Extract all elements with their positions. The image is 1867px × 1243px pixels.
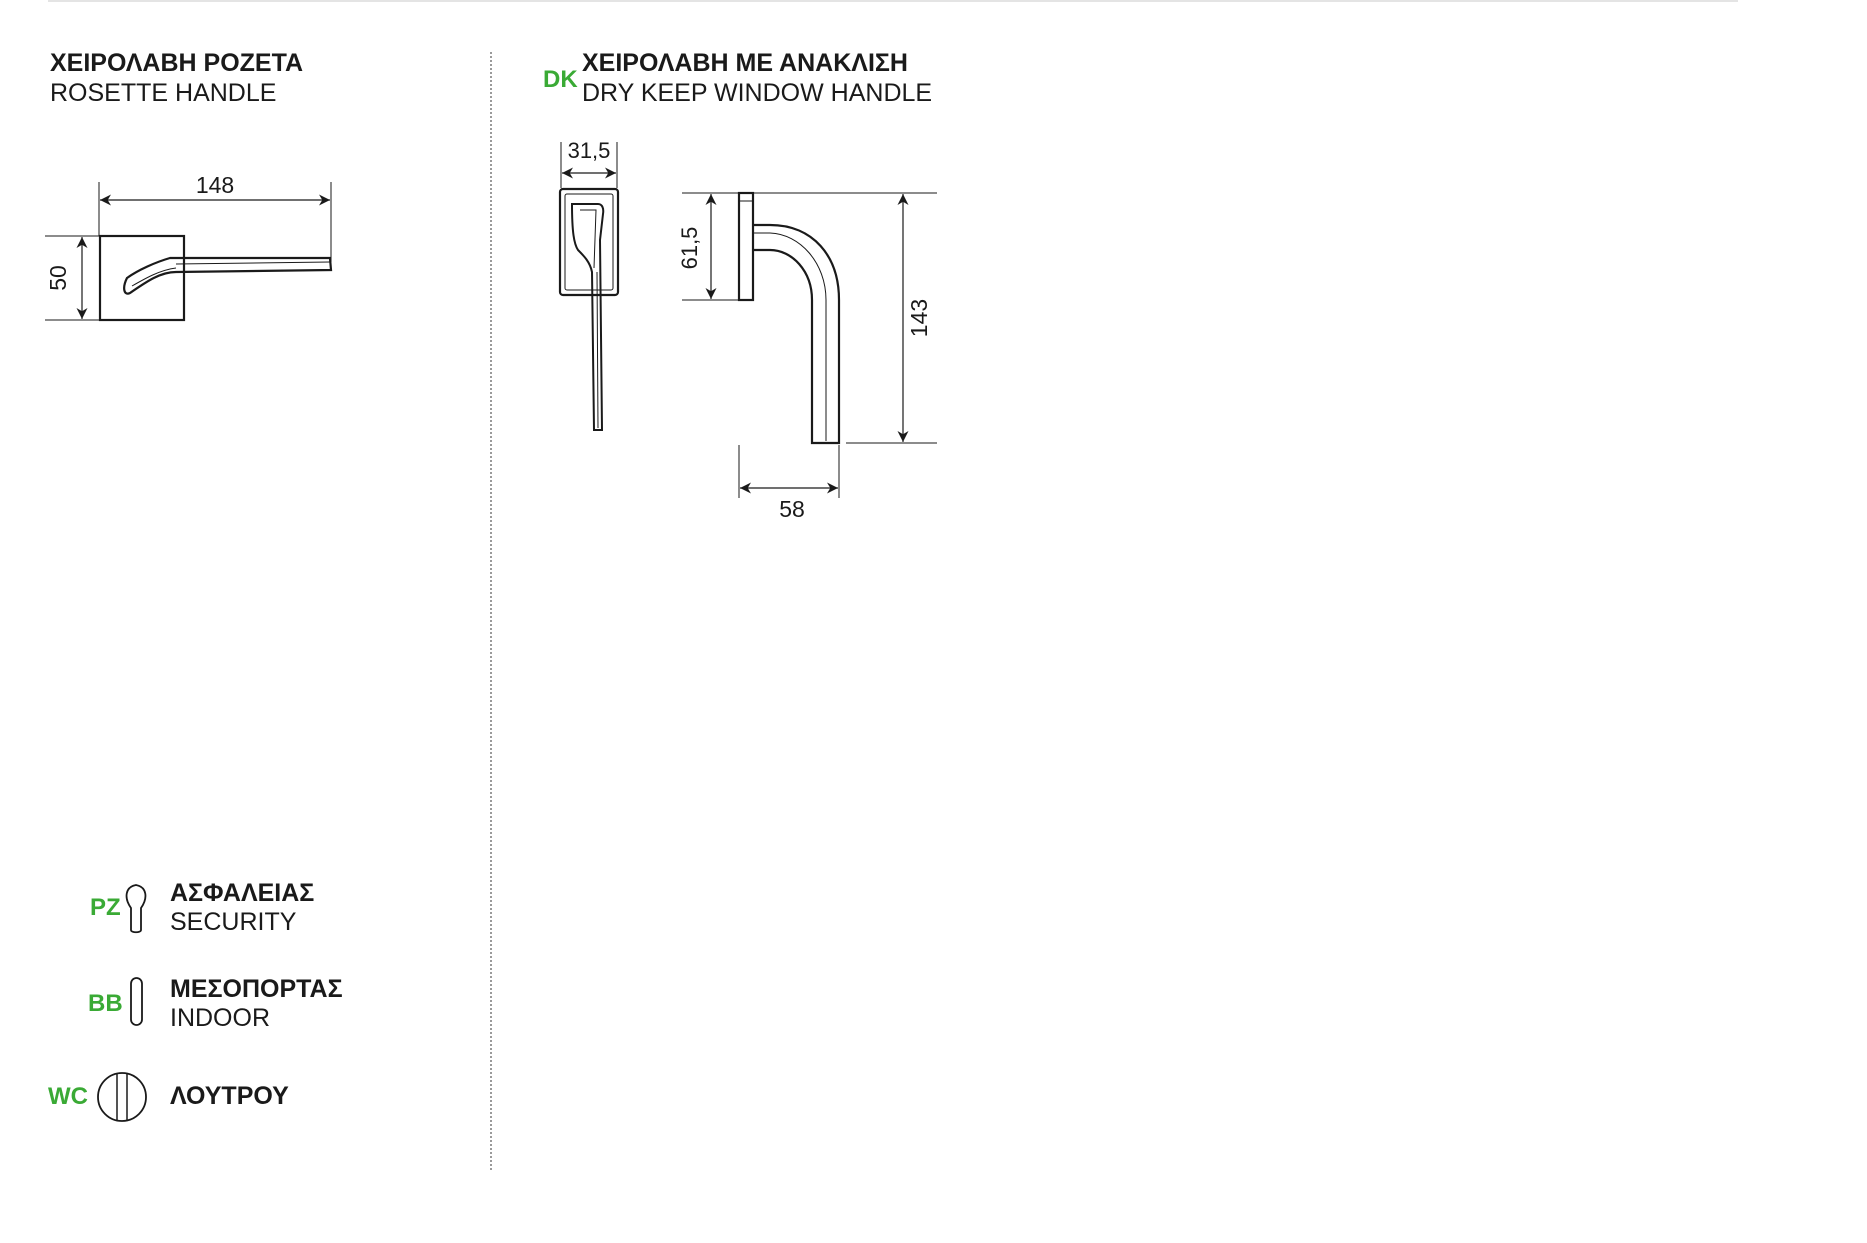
window-handle-side-view — [677, 193, 937, 522]
dim-label-width: 148 — [195, 172, 235, 198]
window-code: DK — [543, 66, 578, 93]
dim-label-rose-width: 31,5 — [567, 138, 611, 163]
window-title-gr: ΧΕΙΡΟΛΑΒΗ ΜΕ ΑΝΑΚΛΙΣΗ — [582, 49, 908, 77]
rosette-title-en: ROSETTE HANDLE — [50, 79, 277, 107]
slot-icon — [131, 978, 142, 1025]
rosette-handle-drawing — [45, 172, 331, 320]
dim-label-depth: 58 — [779, 496, 805, 522]
keyhole-icon — [127, 885, 146, 932]
legend-code-wc: WC — [48, 1083, 88, 1110]
window-title-en: DRY KEEP WINDOW HANDLE — [582, 79, 933, 107]
legend-code-pz: PZ — [90, 894, 121, 921]
legend-name-gr-bathroom: ΛΟΥΤΡΟΥ — [170, 1082, 289, 1110]
dim-label-height: 50 — [45, 265, 71, 291]
rosette-title-gr: ΧΕΙΡΟΛΑΒΗ ΡΟΖΕΤΑ — [50, 49, 304, 77]
dim-label-rose-height: 61,5 — [677, 226, 702, 270]
rosette-plate — [100, 236, 184, 320]
legend-name-gr-indoor: ΜΕΣΟΠΟΡΤΑΣ — [170, 975, 343, 1003]
legend-name-en-indoor: INDOOR — [170, 1004, 270, 1032]
legend-code-bb: BB — [88, 990, 123, 1017]
dim-label-total-height: 143 — [906, 298, 932, 338]
window-lever-front — [572, 204, 603, 430]
window-rose-side — [739, 193, 753, 300]
wc-turn-icon — [98, 1073, 146, 1121]
window-handle-front-view — [560, 138, 618, 430]
legend-name-en-security: SECURITY — [170, 908, 297, 936]
legend-name-gr-security: ΑΣΦΑΛΕΙΑΣ — [170, 879, 315, 907]
